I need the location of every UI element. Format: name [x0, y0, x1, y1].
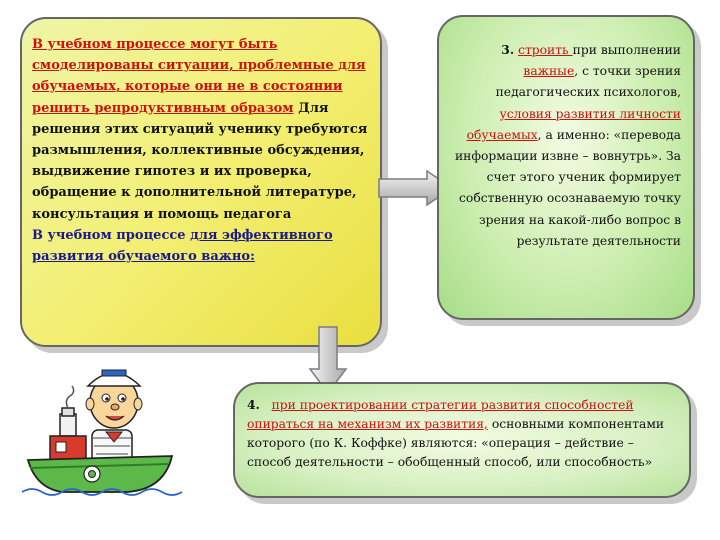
box2-red-important: важные: [523, 64, 575, 79]
box1-text: [32, 34, 370, 267]
box1-end-underlined: для эффективного развития обучаемого важно:: [32, 227, 333, 265]
conditions-box: [437, 15, 695, 320]
box2-text-3: , а именно: «перевода информации извне – вовнутрь». За счет этого ученик формирует собственную осознаваемую точку зрения на какой-либо вопрос в результате деятельности: [454, 127, 681, 248]
box2-red-build: строить: [518, 43, 573, 57]
box2-num: 3.: [501, 42, 515, 57]
box2-red-conditions: условия развития личности обучаемых: [466, 106, 681, 142]
box2-text: [449, 39, 681, 252]
box3-text: [247, 395, 679, 472]
box1-red-text: В учебном процессе могут быть смоделированы ситуации, проблемные для обучаемых, которые они не в состоянии решить репродуктивным образом: [32, 37, 366, 116]
box2-text-2: , с точки зрения педагогических психологов,: [495, 64, 681, 100]
box1-body-text: Для решения этих ситуаций ученику требуются размышления, коллективные обсуждения, выдвижение гипотез и их проверка, обращение к дополнительной литературе, консультация и помощь педагога: [32, 100, 368, 222]
development-mechanism-box: [233, 382, 691, 498]
box3-space: [260, 398, 272, 412]
box2-text-1: при выполнении: [572, 43, 681, 57]
problem-situations-box: [20, 17, 382, 347]
box3-red-text: при проектировании стратегии развития способностей опираться на механизм их развития,: [247, 398, 634, 431]
box3-num: 4.: [247, 397, 260, 412]
cartoon-boy-on-boat-icon: [22, 352, 192, 502]
box1-end-prefix: В учебном процессе: [32, 227, 191, 243]
box3-body-text: основными компонентами которого (по К. Коффке) являются: «операция – действие – способ деятельности – обобщенный способ, или способность»: [247, 417, 665, 469]
